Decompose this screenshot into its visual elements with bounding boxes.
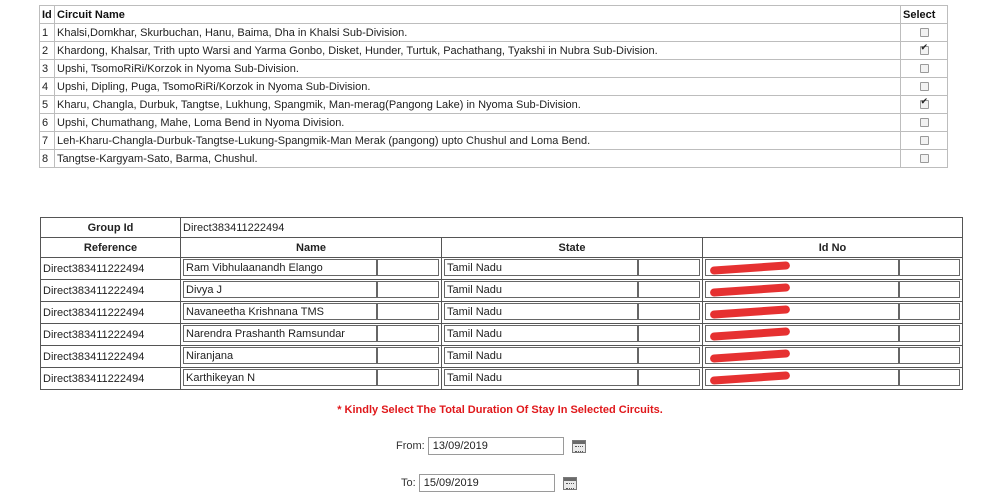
member-idno-extra: [899, 347, 960, 364]
member-state-extra: [638, 259, 700, 276]
redaction-mark: [710, 371, 790, 385]
member-idno-cell: [703, 258, 963, 280]
member-idno-extra: [899, 259, 960, 276]
circuit-header-row: [40, 6, 948, 24]
circuit-name-header: Circuit Name: [55, 6, 901, 24]
member-row: [41, 324, 963, 346]
member-state-extra: [638, 325, 700, 342]
member-idno: [705, 347, 899, 364]
reference-header: Reference: [41, 238, 181, 258]
redaction-mark: [710, 283, 790, 297]
circuit-id: 4: [40, 78, 55, 96]
circuit-name: Khardong, Khalsar, Trith upto Warsi and Yarma Gonbo, Disket, Hunder, Turtuk, Pachathang, Tyakshi in Nubra Sub-Division.: [55, 42, 901, 60]
circuit-id: 5: [40, 96, 55, 114]
member-name-cell: [181, 368, 442, 390]
member-state-cell: [442, 368, 703, 390]
member-name: Divya J: [183, 281, 377, 298]
member-idno-extra: [899, 325, 960, 342]
circuit-select-cell: [901, 114, 948, 132]
member-idno-cell: [703, 280, 963, 302]
member-state: Tamil Nadu: [444, 325, 638, 342]
member-idno-cell: [703, 346, 963, 368]
circuit-select-cell: [901, 78, 948, 96]
member-idno: [705, 303, 899, 320]
member-name: Niranjana: [183, 347, 377, 364]
state-header: State: [442, 238, 703, 258]
member-name: Karthikeyan N: [183, 369, 377, 386]
member-reference: Direct383411222494: [41, 368, 181, 390]
member-name-cell: [181, 302, 442, 324]
member-state-cell: [442, 280, 703, 302]
member-state: Tamil Nadu: [444, 369, 638, 386]
members-table: [40, 217, 963, 390]
stay-duration-note: * Kindly Select The Total Duration Of Stay In Selected Circuits.: [337, 404, 663, 416]
circuit-select-checkbox[interactable]: [920, 154, 929, 163]
member-state-cell: [442, 302, 703, 324]
member-name: Navaneetha Krishnana TMS: [183, 303, 377, 320]
member-name-extra: [377, 259, 439, 276]
circuit-select-cell: [901, 42, 948, 60]
calendar-icon[interactable]: [572, 440, 586, 453]
circuit-id-header: Id: [40, 6, 55, 24]
member-idno: [705, 325, 899, 342]
redaction-mark: [710, 261, 790, 275]
circuit-table: [39, 5, 948, 168]
member-idno: [705, 369, 899, 386]
circuit-select-cell: [901, 60, 948, 78]
member-state: Tamil Nadu: [444, 303, 638, 320]
member-name-extra: [377, 303, 439, 320]
circuit-row: [40, 78, 948, 96]
circuit-name: Upshi, Chumathang, Mahe, Loma Bend in Nyoma Division.: [55, 114, 901, 132]
member-idno-extra: [899, 281, 960, 298]
member-name-cell: [181, 324, 442, 346]
circuit-select-checkbox[interactable]: [920, 100, 929, 109]
circuit-row: [40, 60, 948, 78]
circuit-select-cell: [901, 96, 948, 114]
idno-header: Id No: [703, 238, 963, 258]
member-row: [41, 280, 963, 302]
member-row: [41, 258, 963, 280]
circuit-row: [40, 132, 948, 150]
member-name-cell: [181, 346, 442, 368]
circuit-row: [40, 96, 948, 114]
circuit-name: Tangtse-Kargyam-Sato, Barma, Chushul.: [55, 150, 901, 168]
member-name-extra: [377, 347, 439, 364]
member-state-cell: [442, 324, 703, 346]
member-reference: Direct383411222494: [41, 258, 181, 280]
circuit-select-checkbox[interactable]: [920, 136, 929, 145]
circuit-row: [40, 114, 948, 132]
member-state: Tamil Nadu: [444, 259, 638, 276]
member-name-extra: [377, 325, 439, 342]
members-header-row: [41, 238, 963, 258]
circuit-select-cell: [901, 132, 948, 150]
group-id-label: Group Id: [41, 218, 181, 238]
circuit-id: 3: [40, 60, 55, 78]
member-idno: [705, 259, 899, 276]
from-date-label: From:: [396, 439, 425, 452]
circuit-id: 6: [40, 114, 55, 132]
member-state: Tamil Nadu: [444, 281, 638, 298]
member-idno-cell: [703, 368, 963, 390]
member-state-extra: [638, 347, 700, 364]
member-state-extra: [638, 303, 700, 320]
to-date-field: [401, 474, 577, 492]
circuit-name: Leh-Kharu-Changla-Durbuk-Tangtse-Lukung-Spangmik-Man Merak (pangong) upto Chushul and Loma Bend.: [55, 132, 901, 150]
member-idno-extra: [899, 369, 960, 386]
circuit-id: 1: [40, 24, 55, 42]
member-reference: Direct383411222494: [41, 302, 181, 324]
member-state-extra: [638, 281, 700, 298]
member-name: Ram Vibhulaanandh Elango: [183, 259, 377, 276]
group-id-row: [41, 218, 963, 238]
member-reference: Direct383411222494: [41, 280, 181, 302]
circuit-select-cell: [901, 24, 948, 42]
member-reference: Direct383411222494: [41, 346, 181, 368]
circuit-name: Khalsi,Domkhar, Skurbuchan, Hanu, Baima, Dha in Khalsi Sub-Division.: [55, 24, 901, 42]
circuit-select-checkbox[interactable]: [920, 46, 929, 55]
circuit-name: Upshi, Dipling, Puga, TsomoRiRi/Korzok in Nyoma Sub-Division.: [55, 78, 901, 96]
member-idno-extra: [899, 303, 960, 320]
member-name-cell: [181, 280, 442, 302]
to-date-label: To:: [401, 476, 416, 489]
circuit-row: [40, 150, 948, 168]
to-date-input[interactable]: [419, 474, 555, 492]
member-row: [41, 346, 963, 368]
member-state-cell: [442, 258, 703, 280]
from-date-input[interactable]: [428, 437, 564, 455]
circuit-select-header: Select: [901, 6, 948, 24]
circuit-name: Kharu, Changla, Durbuk, Tangtse, Lukhung, Spangmik, Man-merag(Pangong Lake) in Nyoma Sub-Division.: [55, 96, 901, 114]
circuit-select-checkbox[interactable]: [920, 64, 929, 73]
redaction-mark: [710, 349, 790, 363]
member-name-extra: [377, 369, 439, 386]
member-idno: [705, 281, 899, 298]
member-idno-cell: [703, 324, 963, 346]
name-header: Name: [181, 238, 442, 258]
member-name-extra: [377, 281, 439, 298]
member-state-cell: [442, 346, 703, 368]
calendar-icon[interactable]: [563, 477, 577, 490]
member-name: Narendra Prashanth Ramsundar: [183, 325, 377, 342]
member-row: [41, 368, 963, 390]
member-reference: Direct383411222494: [41, 324, 181, 346]
member-state: Tamil Nadu: [444, 347, 638, 364]
circuit-row: [40, 24, 948, 42]
member-name-cell: [181, 258, 442, 280]
group-id-value: Direct383411222494: [181, 218, 963, 238]
circuit-select-checkbox[interactable]: [920, 28, 929, 37]
circuit-id: 2: [40, 42, 55, 60]
redaction-mark: [710, 305, 790, 319]
circuit-id: 7: [40, 132, 55, 150]
member-state-extra: [638, 369, 700, 386]
circuit-id: 8: [40, 150, 55, 168]
circuit-name: Upshi, TsomoRiRi/Korzok in Nyoma Sub-Division.: [55, 60, 901, 78]
from-date-field: [396, 437, 586, 455]
circuit-row: [40, 42, 948, 60]
circuit-select-checkbox[interactable]: [920, 82, 929, 91]
redaction-mark: [710, 327, 790, 341]
member-idno-cell: [703, 302, 963, 324]
member-row: [41, 302, 963, 324]
circuit-select-checkbox[interactable]: [920, 118, 929, 127]
circuit-select-cell: [901, 150, 948, 168]
